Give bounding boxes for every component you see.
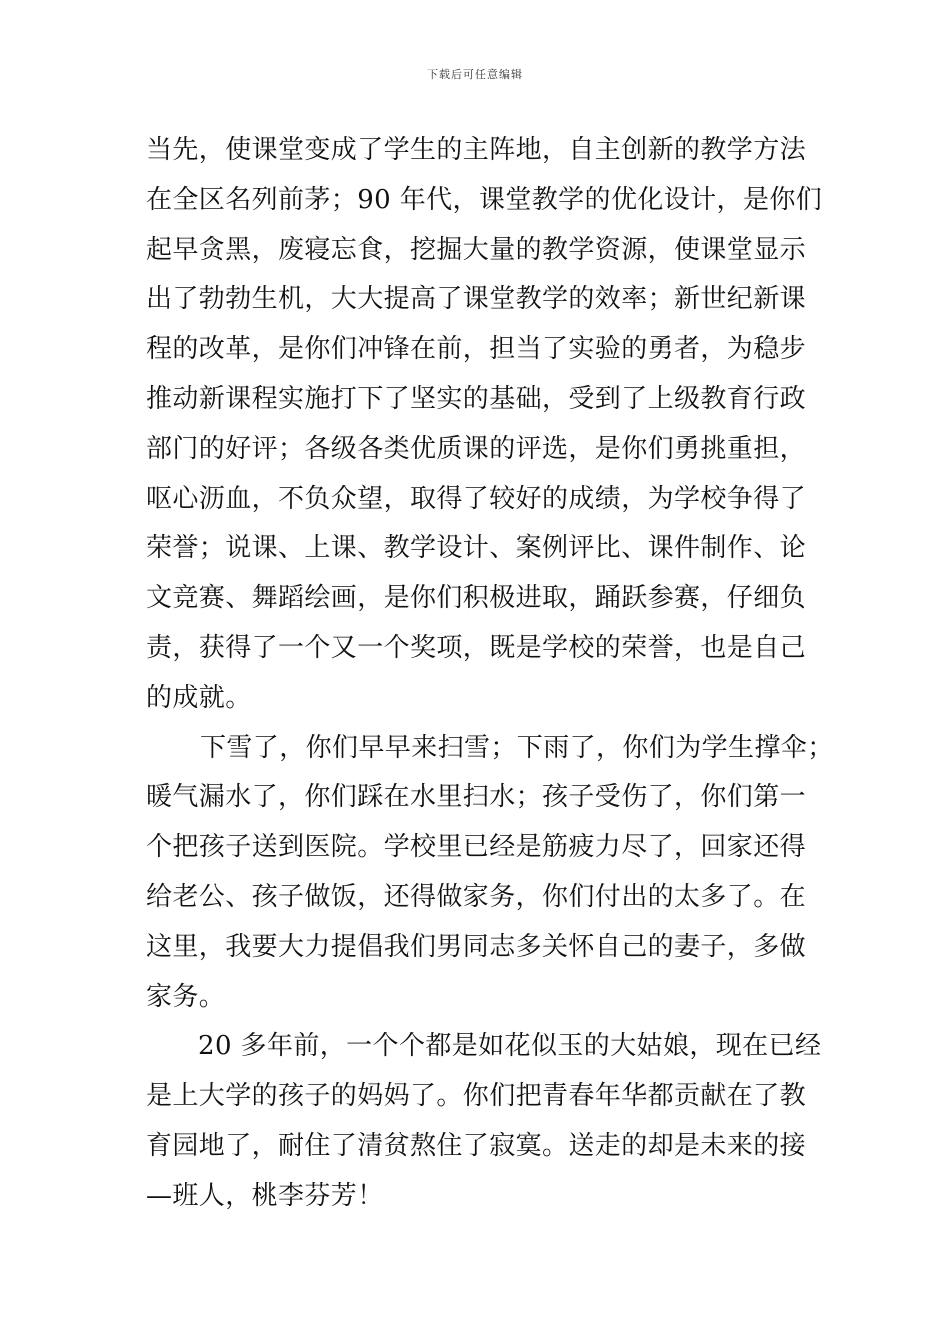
paragraph-3-first-line: 20 多年前，一个个都是如花似玉的大姑娘，现在已经 (198, 1031, 822, 1062)
paragraph-1-line: 推动新课程实施打下了坚实的基础，受到了上级教育行政 (146, 383, 807, 414)
page-header: 下载后可任意编辑 (427, 68, 523, 81)
paragraph-2-line: 家务。 (146, 981, 226, 1012)
paragraph-1-line: 当先，使课堂变成了学生的主阵地，自主创新的教学方法 (146, 135, 807, 165)
document-body (146, 126, 834, 1222)
paragraph-1-line: 的成就。 (146, 682, 252, 713)
paragraph-1-line: 责，获得了一个又一个奖项，既是学校的荣誉，也是自己 (146, 632, 807, 663)
paragraph-3-line: —班人，桃李芬芳！ (146, 1180, 384, 1211)
paragraph-2-line: 给老公、孩子做饭，还得做家务，你们付出的太多了。在 (146, 881, 807, 912)
paragraph-1-line: 程的改革，是你们冲锋在前，担当了实验的勇者，为稳步 (146, 334, 807, 365)
paragraph-1-line: 出了勃勃生机，大大提高了课堂教学的效率；新世纪新课 (146, 284, 807, 315)
paragraph-2-line: 个把孩子送到医院。学校里已经是筋疲力尽了，回家还得 (146, 832, 807, 863)
paragraph-2-line: 这里，我要大力提倡我们男同志多关怀自己的妻子，多做 (146, 931, 807, 962)
paragraph-1-line: 文竞赛、舞蹈绘画，是你们积极进取，踊跃参赛，仔细负 (146, 583, 807, 614)
paragraph-1-line: 起早贪黑，废寝忘食，挖掘大量的教学资源，使课堂显示 (146, 234, 807, 265)
paragraph-3-line: 育园地了，耐住了清贫熬住了寂寞。送走的却是未来的接 (146, 1130, 807, 1161)
paragraph-2-line: 暖气漏水了，你们踩在水里扫水；孩子受伤了，你们第一 (146, 782, 807, 813)
paragraph-1-line: 呕心沥血，不负众望，取得了较好的成绩，为学校争得了 (146, 483, 807, 514)
paragraph-1-line: 在全区名列前茅；90 年代，课堂教学的优化设计，是你们 (146, 184, 823, 215)
paragraph-1-line: 荣誉；说课、上课、教学设计、案例评比、课件制作、论 (146, 533, 807, 564)
paragraph-3-line: 是上大学的孩子的妈妈了。你们把青春年华都贡献在了教 (146, 1081, 807, 1112)
paragraph-1-line: 部门的好评；各级各类优质课的评选，是你们勇挑重担， (146, 433, 807, 464)
paragraph-2-first-line: 下雪了，你们早早来扫雪；下雨了，你们为学生撑伞； (200, 732, 834, 763)
